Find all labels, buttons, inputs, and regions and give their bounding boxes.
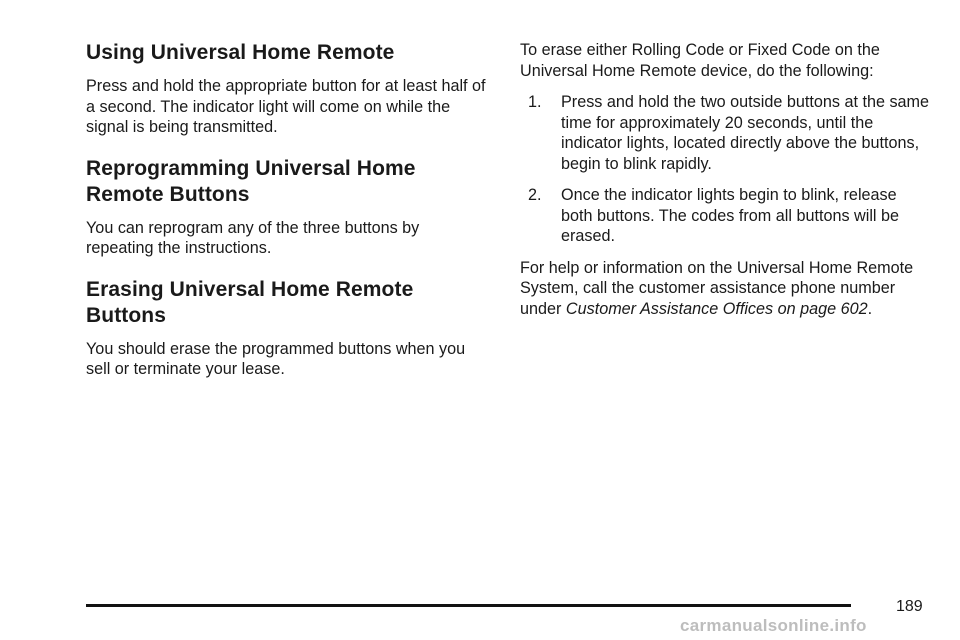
list-item (528, 185, 930, 247)
footer-rule (86, 604, 851, 607)
step-text: Press and hold the two outside buttons at the same time for approximately 20 seconds, until the indicator lights, located directly above the buttons, begin to blink rapidly. (561, 93, 930, 173)
section-heading: Erasing Universal Home Remote Buttons (86, 277, 414, 327)
section-body: You can reprogram any of the three buttons by repeating the instructions. (86, 218, 420, 257)
page-number: 189 (896, 598, 923, 615)
list-item (528, 92, 930, 174)
help-paragraph (520, 258, 930, 320)
step-text: Once the indicator lights begin to blink, release both buttons. The codes from all buttons will be erased. (561, 186, 900, 245)
section-heading: Using Universal Home Remote (86, 41, 395, 64)
left-column (86, 40, 486, 398)
section-heading: Reprogramming Universal Home Remote Buttons (86, 156, 416, 206)
help-text: For help or information on the Universal Home Remote System, call the customer assistance phone number under (520, 258, 914, 318)
section-body: You should erase the programmed buttons when you sell or terminate your lease. (86, 339, 466, 378)
right-column (520, 40, 930, 330)
watermark: carmanualsonline.info (680, 616, 867, 635)
cross-reference-link[interactable]: Customer Assistance Offices on page 602 (565, 299, 868, 318)
erase-steps-list (520, 92, 930, 247)
help-end: . (867, 299, 873, 318)
step-number: 1. (528, 93, 542, 111)
step-number: 2. (528, 186, 542, 204)
section-body: Press and hold the appropriate button for at least half of a second. The indicator light will come on while the signal is being transmitted. (86, 77, 486, 136)
erase-intro: To erase either Rolling Code or Fixed Code on the Universal Home Remote device, do the following: (520, 41, 880, 80)
